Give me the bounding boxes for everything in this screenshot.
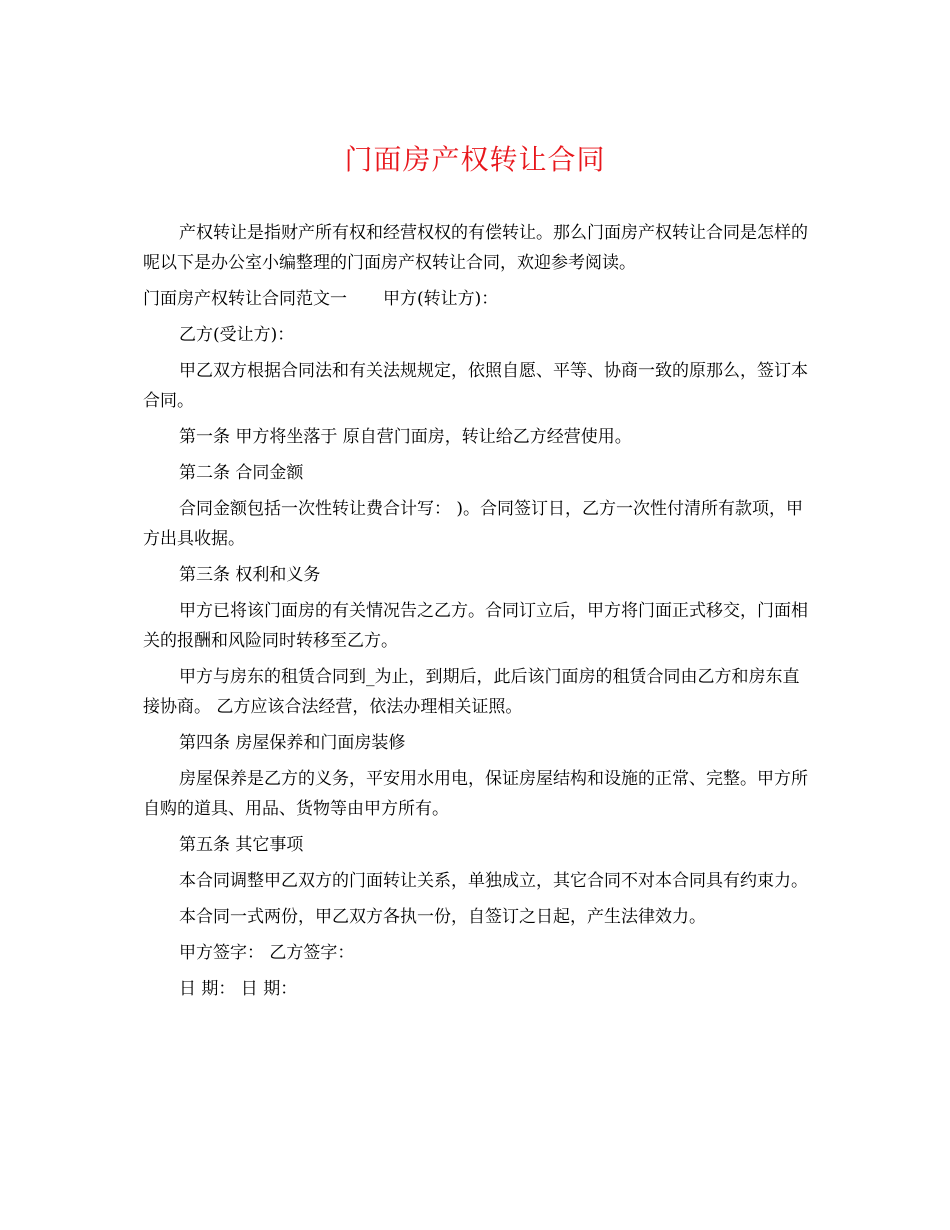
date-line: 日 期： 日 期： [179,979,298,999]
article-5-text-1: 本合同调整甲乙双方的门面转让关系，单独成立，其它合同不对本合同具有约束力。 [179,871,808,891]
article-2-text: 合同金额包括一次性转让费合计写： )。合同签订日，乙方一次性付清所有款项，甲方出具收据。 [143,499,804,549]
article-5-text-2: 本合同一式两份，甲乙双方各执一份，自签订之日起，产生法律效力。 [179,907,706,927]
document-title: 门面房产权转让合同 [344,143,606,176]
document-body [143,218,813,1010]
party-a-label: 甲方(转让方)： [383,289,499,309]
party-b-label: 乙方(受让方)： [179,325,295,345]
article-3-title: 第三条 权利和义务 [179,565,321,585]
article-2-title: 第二条 合同金额 [179,463,304,483]
signature-line: 甲方签字： 乙方签字： [179,943,355,963]
article-3-text-2: 甲方与房东的租赁合同到_为止，到期后，此后该门面房的租赁合同由乙方和房东直接协商。 乙方应该合法经营，依法办理相关证照。 [143,667,800,717]
article-5-title: 第五条 其它事项 [179,835,304,855]
article-4-title: 第四条 房屋保养和门面房装修 [179,733,406,753]
intro-paragraph: 产权转让是指财产所有权和经营权权的有偿转让。那么门面房产权转让合同是怎样的呢以下是办公室小编整理的门面房产权转让合同，欢迎参考阅读。 [143,223,808,273]
article-3-text-1: 甲方已将该门面房的有关情况告之乙方。合同订立后，甲方将门面正式移交，门面相关的报酬和风险同时转移至乙方。 [143,601,808,651]
sample-heading-line [143,284,813,314]
article-4-text: 房屋保养是乙方的义务，平安用水用电，保证房屋结构和设施的正常、完整。甲方所自购的道具、用品、货物等由甲方所有。 [143,769,808,819]
article-1: 第一条 甲方将坐落于 原自营门面房，转让给乙方经营使用。 [179,427,632,447]
preamble-paragraph: 甲乙双方根据合同法和有关法规规定，依照自愿、平等、协商一致的原那么，签订本合同。 [143,361,808,411]
sample-heading: 门面房产权转让合同范文一 [143,289,347,309]
